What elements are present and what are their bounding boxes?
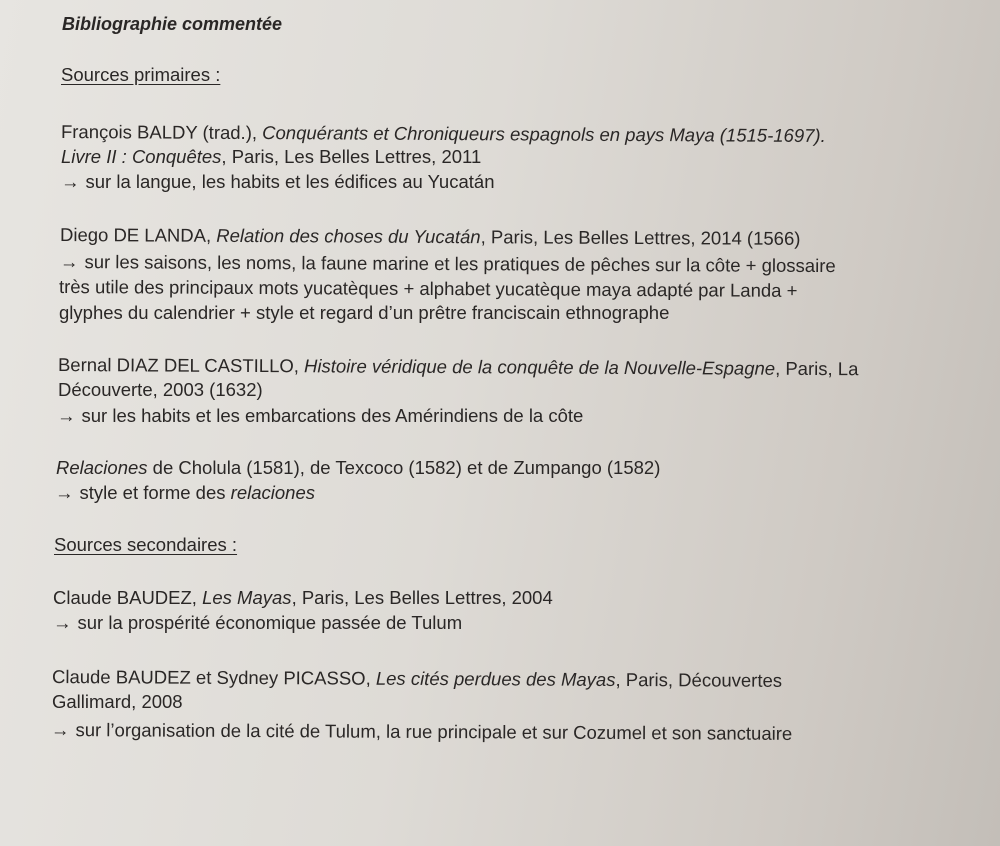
entry-title: Conquérants et Chroniqueurs espagnols en pays Maya (1515-1697). [262, 122, 826, 147]
entry-2-note-1 [60, 251, 836, 277]
entry-publisher: , Paris, Les Belles Lettres, 2011 [221, 146, 482, 167]
entry-publisher: , Paris, Découvertes [615, 668, 783, 691]
entry-3-line-1 [58, 354, 859, 380]
entry-title: Histoire véridique de la conquête de la Nouvelle-Espagne [304, 355, 776, 379]
entry-2-note-3: glyphes du calendrier + style et regard d’un prêtre franciscain ethnographe [59, 302, 670, 323]
entry-2-note-2: très utile des principaux mots yucatèques + alphabet yucatèque maya adapté par Landa + [58, 276, 798, 301]
arrow-icon: → [59, 251, 79, 273]
page-title: Bibliographie commentée [62, 14, 283, 34]
entry-5-note [53, 612, 462, 634]
entry-author: Bernal DIAZ DEL CASTILLO, [57, 354, 299, 377]
entry-6-line-2: Gallimard, 2008 [52, 691, 183, 712]
entry-4-note [55, 482, 315, 504]
entry-6-line-1 [52, 666, 782, 692]
entry-title: Les cités perdues des Mayas [375, 667, 616, 690]
entry-title: Les Mayas [202, 587, 292, 608]
entry-author: Claude BAUDEZ, [53, 587, 197, 608]
entry-4-line-1 [56, 457, 660, 479]
entry-title: Livre II : Conquêtes [61, 146, 222, 167]
primary-sources-heading: Sources primaires : [61, 64, 221, 85]
entry-note: sur la prospérité économique passée de Tulum [77, 612, 463, 633]
entry-3-note [57, 405, 583, 427]
entry-publisher: , Paris, Les Belles Lettres, 2014 (1566) [480, 226, 801, 249]
entry-title: Relaciones [56, 457, 148, 478]
entry-note: style et forme des [79, 482, 231, 503]
entry-author: François BALDY (trad.), [60, 121, 258, 144]
entry-1-line-1 [61, 121, 826, 147]
entry-3-line-2: Découverte, 2003 (1632) [58, 379, 263, 400]
entry-5-line-1 [53, 587, 553, 609]
entry-publisher: , Paris, La [775, 357, 859, 380]
arrow-icon: → [53, 612, 72, 633]
entry-publisher: , Paris, Les Belles Lettres, 2004 [291, 587, 553, 608]
arrow-icon: → [50, 719, 70, 741]
entry-note: sur la langue, les habits et les édifices au Yucatán [85, 171, 495, 192]
entry-rest: de Cholula (1581), de Texcoco (1582) et de Zumpango (1582) [147, 457, 661, 478]
secondary-sources-heading: Sources secondaires : [54, 534, 238, 555]
entry-1-note [61, 171, 494, 193]
entry-note: sur l’organisation de la cité de Tulum, la rue principale et sur Cozumel et son sanctuaire [75, 719, 793, 744]
arrow-icon: → [61, 171, 80, 192]
entry-6-note [51, 719, 792, 745]
entry-title: Relation des choses du Yucatán [216, 224, 481, 248]
entry-1-line-2 [61, 146, 481, 168]
entry-author: Claude BAUDEZ et Sydney PICASSO, [51, 666, 371, 689]
entry-note-italic: relaciones [230, 482, 315, 503]
entry-2-line-1 [60, 224, 801, 250]
arrow-icon: → [55, 482, 74, 503]
arrow-icon: → [57, 405, 76, 426]
entry-note: sur les habits et les embarcations des Amérindiens de la côte [81, 405, 584, 426]
entry-note: sur les saisons, les noms, la faune marine et les pratiques de pêches sur la côte + glossaire [84, 251, 836, 277]
entry-author: Diego DE LANDA, [59, 224, 212, 246]
